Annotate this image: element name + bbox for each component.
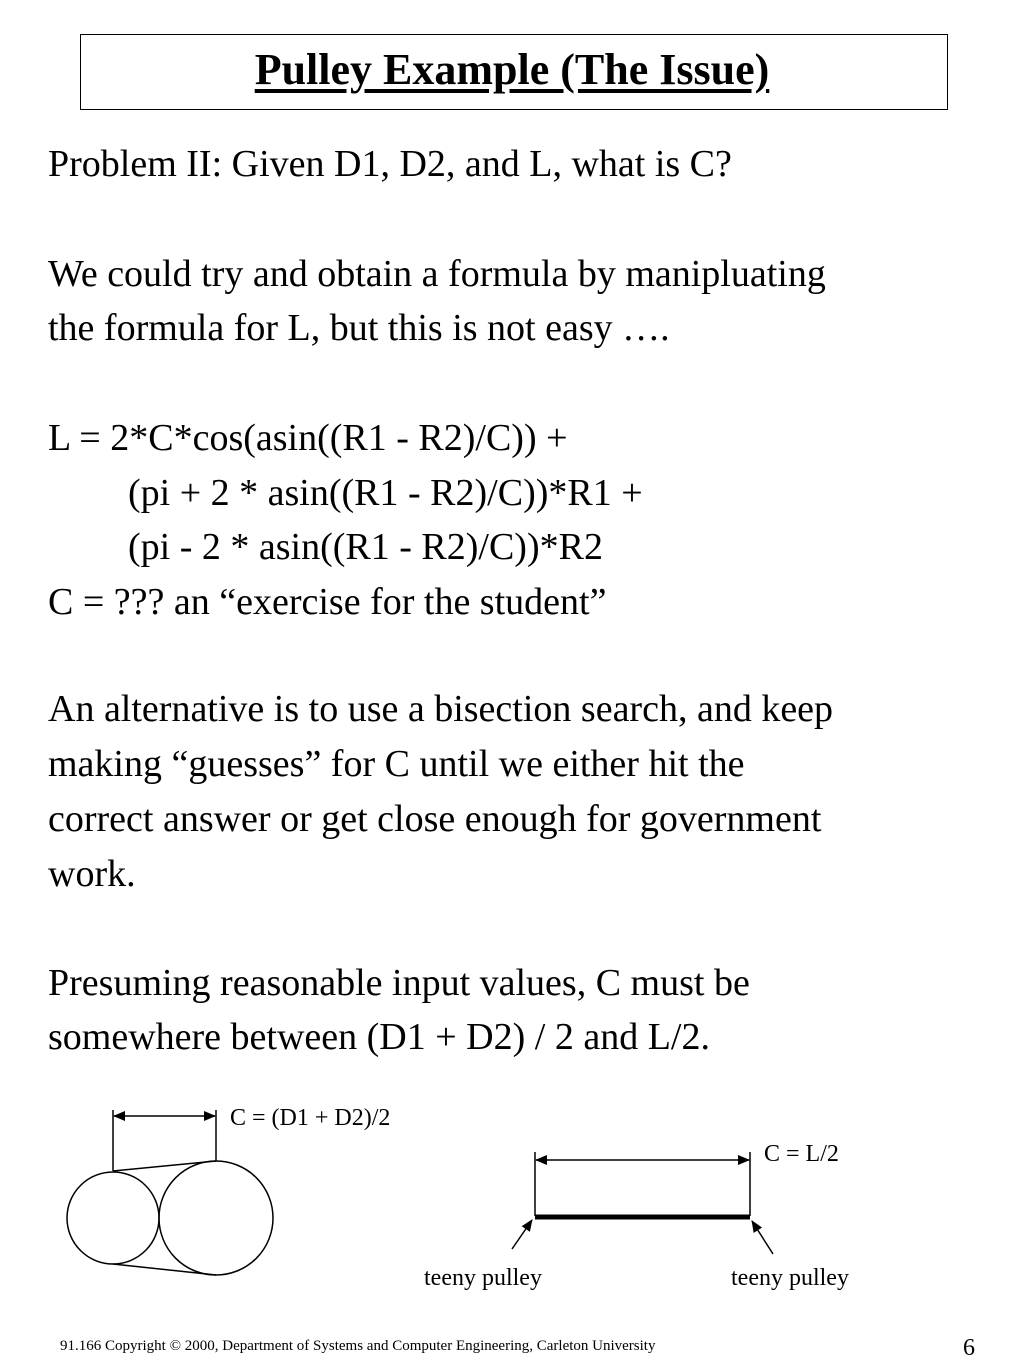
equal-pulleys-figure <box>67 1110 273 1275</box>
belt-top <box>113 1161 216 1171</box>
half-length-label: C = L/2 <box>764 1141 839 1167</box>
alternative-line-2: making “guesses” for C until we either hit the <box>48 743 745 785</box>
equation-line-2: (pi + 2 * asin((R1 - R2)/C))*R1 + <box>128 472 643 514</box>
equation-line-3: (pi - 2 * asin((R1 - R2)/C))*R2 <box>128 526 603 568</box>
page-number: 6 <box>963 1335 975 1361</box>
paragraph-formula-line-1: We could try and obtain a formula by manipluating <box>48 253 826 295</box>
right-pulley-circle <box>159 1161 273 1275</box>
exercise-line: C = ??? an “exercise for the student” <box>48 581 607 623</box>
alternative-line-1: An alternative is to use a bisection search, and keep <box>48 688 834 730</box>
left-pulley-circle <box>67 1172 159 1264</box>
belt-bottom <box>113 1264 216 1275</box>
equation-line-1: L = 2*C*cos(asin((R1 - R2)/C)) + <box>48 417 568 459</box>
left-pointer-arrow <box>512 1220 532 1249</box>
teeny-pulley-right-label: teeny pulley <box>731 1265 849 1291</box>
presuming-line-2: somewhere between (D1 + D2) / 2 and L/2. <box>48 1016 710 1058</box>
equal-distance-label: C = (D1 + D2)/2 <box>230 1105 391 1131</box>
alternative-line-4: work. <box>48 853 136 895</box>
paragraph-formula-line-2: the formula for L, but this is not easy …. <box>48 307 670 349</box>
problem-statement: Problem II: Given D1, D2, and L, what is C? <box>48 143 732 185</box>
presuming-line-1: Presuming reasonable input values, C must be <box>48 962 750 1004</box>
alternative-line-3: correct answer or get close enough for government <box>48 798 822 840</box>
slide-title: Pulley Example (The Issue) <box>254 45 770 94</box>
teeny-pulley-left-label: teeny pulley <box>424 1265 542 1291</box>
footer-copyright: 91.166 Copyright © 2000, Department of Systems and Computer Engineering, Carleton University <box>60 1338 656 1354</box>
right-pointer-arrow <box>752 1221 773 1254</box>
far-pulleys-figure <box>512 1152 773 1254</box>
